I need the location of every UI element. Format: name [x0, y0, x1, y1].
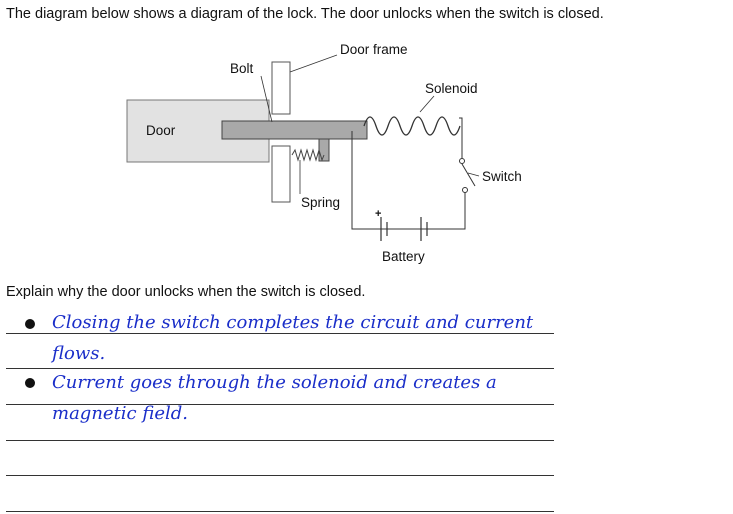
answer-line-5 [6, 475, 554, 476]
circuit-wire-bottom [426, 192, 465, 229]
door-frame-leader [290, 55, 337, 72]
answer-point-2-line-1: Current goes through the solenoid and creates a [52, 372, 497, 393]
label-plus: + [375, 208, 382, 220]
intro-text: The diagram below shows a diagram of the lock. The door unlocks when the switch is closed. [6, 6, 604, 22]
circuit-wire-right [459, 118, 462, 158]
solenoid-leader [420, 96, 434, 112]
label-solenoid: Solenoid [425, 81, 478, 96]
switch-contact-top [460, 159, 465, 164]
label-door-frame: Door frame [340, 42, 408, 57]
door-frame-lower [272, 146, 290, 202]
question-prompt: Explain why the door unlocks when the switch is closed. [6, 284, 366, 300]
answer-line-1 [6, 333, 554, 334]
label-door: Door [146, 123, 176, 138]
answer-point-1-line-1: Closing the switch completes the circuit and current [52, 312, 534, 333]
answer-point-1-line-2: flows. [52, 343, 106, 364]
bullet-point-1 [25, 319, 35, 329]
answer-point-2-line-2: magnetic field. [52, 403, 189, 424]
switch-arm [462, 164, 475, 186]
switch-leader [468, 173, 479, 176]
answer-line-6 [6, 511, 554, 512]
label-spring: Spring [301, 195, 341, 210]
solenoid-coil [364, 117, 460, 135]
label-switch: Switch [482, 169, 522, 184]
answer-line-2 [6, 368, 554, 369]
circuit-wire-left [352, 131, 426, 229]
answer-line-4 [6, 440, 554, 441]
door-frame-upper [272, 62, 290, 114]
bolt-stop [319, 139, 329, 161]
bolt [222, 121, 367, 139]
label-battery: Battery [382, 249, 425, 264]
bullet-point-2 [25, 378, 35, 388]
switch-contact-bottom [463, 188, 468, 193]
label-bolt: Bolt [230, 61, 254, 76]
